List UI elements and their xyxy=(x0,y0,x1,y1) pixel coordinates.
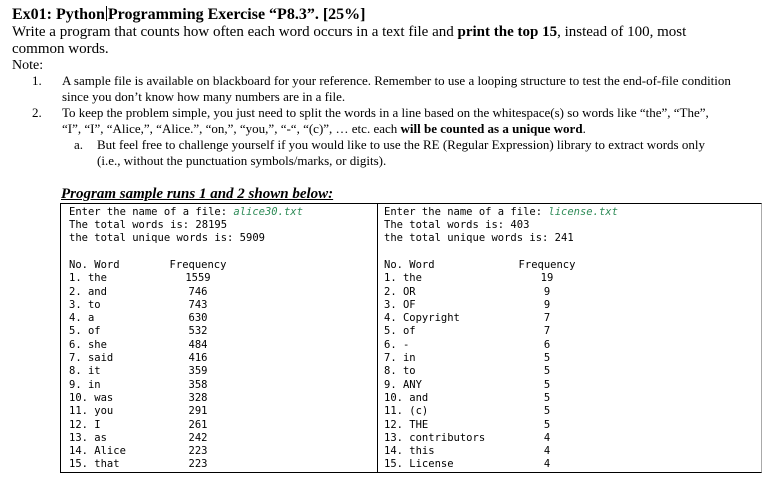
run1-frequency-cell: 242 xyxy=(188,431,208,444)
run1-filename: alice30.txt xyxy=(233,206,303,218)
run2-table-row xyxy=(384,339,754,352)
run2-word-cell: 7. in xyxy=(384,352,416,365)
run2-header-frequency: Frequency xyxy=(518,259,576,271)
notes-list xyxy=(12,73,772,169)
run2-frequency-cell: 19 xyxy=(540,272,554,285)
run2-rows xyxy=(384,272,754,471)
run2-word-cell: 9. ANY xyxy=(384,378,422,391)
run1-word-cell: 15. that xyxy=(69,458,120,471)
run1-total-words: The total words is: 28195 xyxy=(69,219,228,231)
note-text: To keep the problem simple, you just need to split the words in a line based on the whitespace(s) so words like “the”, “The”, xyxy=(62,105,709,120)
run1-table-row xyxy=(69,299,369,312)
run1-header-row xyxy=(69,259,369,272)
run2-header-word: No. Word xyxy=(384,259,435,271)
run1-header-word: No. Word xyxy=(69,259,120,271)
run2-table-row xyxy=(384,405,754,418)
run2-word-cell: 15. License xyxy=(384,458,454,471)
run2-unique-words: the total unique words is: 241 xyxy=(384,232,574,244)
subnote-number: a. xyxy=(74,137,84,152)
run2-frequency-cell: 4 xyxy=(543,458,551,471)
subnote-list xyxy=(62,137,772,169)
run2-table-row xyxy=(384,458,754,471)
run1-word-cell: 11. you xyxy=(69,405,114,418)
run1-table-row xyxy=(69,272,369,285)
run2-frequency-cell: 5 xyxy=(543,365,551,378)
run2-frequency-cell: 5 xyxy=(543,405,551,418)
run2-word-cell: 11. (c) xyxy=(384,405,429,418)
note-item-2 xyxy=(12,105,772,169)
intro-text: Write a program that counts how often each word occurs in a text file and xyxy=(12,24,454,40)
run2-table-row xyxy=(384,432,754,445)
run1-word-cell: 8. it xyxy=(69,365,101,378)
title-part-2: Programming Exercise “P8.3”. [25%] xyxy=(107,6,366,23)
run1-word-cell: 7. said xyxy=(69,352,114,365)
run2-word-cell: 8. to xyxy=(384,365,416,378)
run2-table-row xyxy=(384,299,754,312)
run1-frequency-cell: 223 xyxy=(188,445,208,458)
run1-frequency-cell: 743 xyxy=(188,298,208,311)
intro-text-3: common words. xyxy=(12,41,109,57)
run1-word-cell: 10. was xyxy=(69,391,114,404)
run2-frequency-cell: 5 xyxy=(543,352,551,365)
run2-frequency-cell: 4 xyxy=(543,431,551,444)
run2-table-row xyxy=(384,365,754,378)
run2-filename: license.txt xyxy=(548,206,618,218)
run2-word-cell: 10. and xyxy=(384,391,429,404)
run1-table-row xyxy=(69,432,369,445)
run2-table-row xyxy=(384,445,754,458)
exercise-title xyxy=(12,6,772,24)
run1-word-cell: 2. and xyxy=(69,285,107,298)
note-text: “I”, “I”, “Alice,”, “Alice.”, “on,”, “you,”, “-“, “(c)”, … etc. each xyxy=(62,121,398,136)
run1-frequency-cell: 532 xyxy=(188,325,208,338)
run1-results xyxy=(69,259,369,472)
run2-results xyxy=(384,259,754,472)
run2-table-row xyxy=(384,379,754,392)
run1-word-cell: 13. as xyxy=(69,431,107,444)
note-text: since you don’t know how many numbers are in a file. xyxy=(62,89,346,104)
run2-frequency-cell: 5 xyxy=(543,391,551,404)
run1-table-row xyxy=(69,352,369,365)
run1-frequency-cell: 359 xyxy=(188,365,208,378)
run1-rows xyxy=(69,272,369,471)
sample-runs-table xyxy=(60,203,762,473)
run1-word-cell: 1. the xyxy=(69,272,107,285)
run1-table-row xyxy=(69,325,369,338)
intro-bold: print the top 15 xyxy=(457,24,558,40)
run2-frequency-cell: 6 xyxy=(543,338,551,351)
note-text: A sample file is available on blackboard for your reference. Remember to use a looping structure to test the end-of-file condition xyxy=(62,73,731,88)
run1-unique-words: the total unique words is: 5909 xyxy=(69,232,265,244)
sample-run-2 xyxy=(378,204,761,472)
run2-table-row xyxy=(384,419,754,432)
run1-table-row xyxy=(69,286,369,299)
run1-table-row xyxy=(69,405,369,418)
run1-table-row xyxy=(69,312,369,325)
note-number: 2. xyxy=(32,105,42,120)
run1-word-cell: 14. Alice xyxy=(69,445,126,458)
run1-frequency-cell: 630 xyxy=(188,312,208,325)
run2-word-cell: 12. THE xyxy=(384,418,429,431)
run1-table-row xyxy=(69,339,369,352)
note-number: 1. xyxy=(32,73,42,88)
run1-frequency-cell: 328 xyxy=(188,391,208,404)
run1-frequency-cell: 291 xyxy=(188,405,208,418)
run2-table-row xyxy=(384,312,754,325)
run1-word-cell: 5. of xyxy=(69,325,101,338)
run2-table-row xyxy=(384,325,754,338)
note-bold-text: will be counted as a unique word xyxy=(400,121,583,136)
run1-frequency-cell: 484 xyxy=(188,338,208,351)
run1-frequency-cell: 261 xyxy=(188,418,208,431)
subnote-text: (i.e., without the punctuation symbols/marks, or digits). xyxy=(97,153,387,168)
run2-word-cell: 1. the xyxy=(384,272,422,285)
run1-word-cell: 3. to xyxy=(69,298,101,311)
run2-frequency-cell: 9 xyxy=(543,285,551,298)
run2-frequency-cell: 5 xyxy=(543,418,551,431)
run1-word-cell: 6. she xyxy=(69,338,107,351)
run1-frequency-cell: 1559 xyxy=(185,272,211,285)
note-text: . xyxy=(582,121,586,136)
run2-word-cell: 6. - xyxy=(384,338,410,351)
note-label: Note: xyxy=(12,58,44,73)
run2-word-cell: 4. Copyright xyxy=(384,312,460,325)
run1-table-row xyxy=(69,379,369,392)
text-cursor xyxy=(106,6,107,21)
run1-table-row xyxy=(69,445,369,458)
run2-table-row xyxy=(384,352,754,365)
sample-run-1 xyxy=(61,204,378,472)
run2-table-row xyxy=(384,286,754,299)
run1-frequency-cell: 746 xyxy=(188,285,208,298)
run1-word-cell: 4. a xyxy=(69,312,95,325)
subnote-item xyxy=(62,137,772,169)
run1-table-row xyxy=(69,392,369,405)
run2-frequency-cell: 5 xyxy=(543,378,551,391)
title-part-1: Ex01: Python xyxy=(12,6,105,23)
run2-header-row xyxy=(384,259,754,272)
run1-frequency-cell: 358 xyxy=(188,378,208,391)
run1-word-cell: 9. in xyxy=(69,378,101,391)
run2-table-row xyxy=(384,392,754,405)
run1-frequency-cell: 223 xyxy=(188,458,208,471)
run2-word-cell: 14. this xyxy=(384,445,435,458)
document-body xyxy=(12,6,772,169)
run1-table-row xyxy=(69,365,369,378)
run1-table-row xyxy=(69,419,369,432)
run2-frequency-cell: 4 xyxy=(543,445,551,458)
run2-total-words: The total words is: 403 xyxy=(384,219,530,231)
run1-header-frequency: Frequency xyxy=(169,259,227,271)
run2-prompt-line xyxy=(384,206,618,219)
run1-table-row xyxy=(69,458,369,471)
run1-prompt-line xyxy=(69,206,303,219)
run1-word-cell: 12. I xyxy=(69,418,101,431)
run2-word-cell: 3. OF xyxy=(384,298,416,311)
run1-frequency-cell: 416 xyxy=(188,352,208,365)
run2-frequency-cell: 7 xyxy=(543,312,551,325)
run2-word-cell: 5. of xyxy=(384,325,416,338)
run2-word-cell: 2. OR xyxy=(384,285,416,298)
sample-runs-caption: Program sample runs 1 and 2 shown below: xyxy=(61,186,334,202)
run2-prompt: Enter the name of a file: xyxy=(384,206,549,218)
subnote-text: But feel free to challenge yourself if you would like to use the RE (Regular Expression) library to extract words only xyxy=(97,137,705,152)
run2-frequency-cell: 7 xyxy=(543,325,551,338)
intro-text-2: , instead of 100, most xyxy=(557,24,687,40)
note-item-1 xyxy=(12,73,772,105)
run2-table-row xyxy=(384,272,754,285)
run2-frequency-cell: 9 xyxy=(543,298,551,311)
run1-prompt: Enter the name of a file: xyxy=(69,206,234,218)
run2-word-cell: 13. contributors xyxy=(384,431,486,444)
intro-paragraph xyxy=(12,24,772,58)
